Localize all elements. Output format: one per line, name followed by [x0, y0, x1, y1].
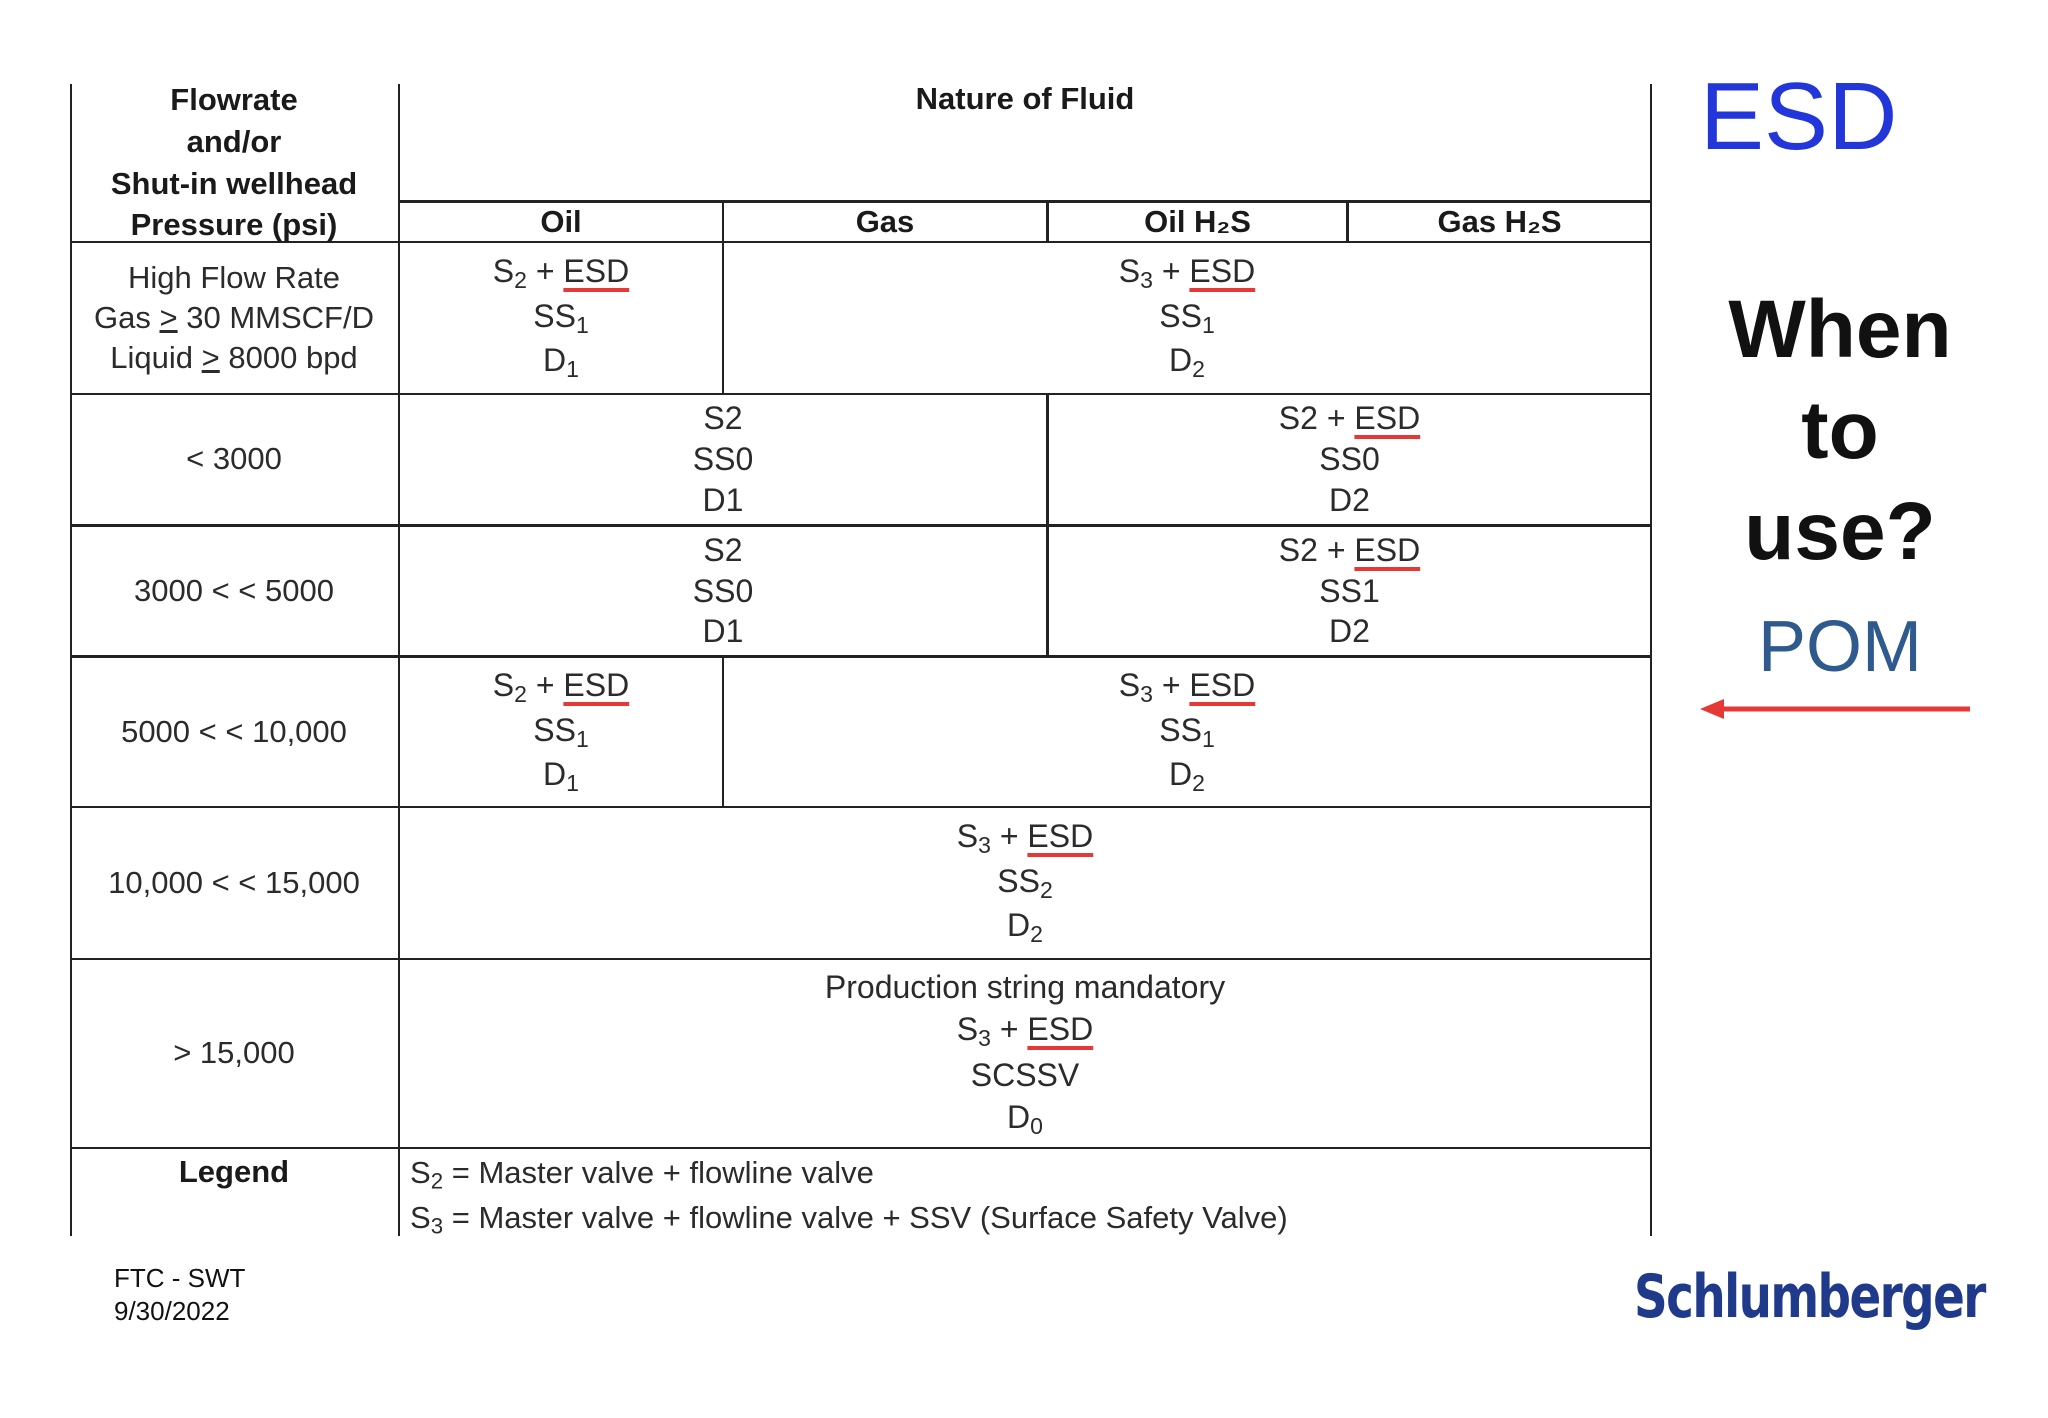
legend-label: Legend	[178, 1153, 290, 1189]
valve-requirements-table	[70, 80, 1654, 1239]
row-label-lt-3000: < 3000	[186, 441, 282, 477]
legend-line-s2: $S_2$ = Master valve + flowline valve	[410, 1155, 874, 1194]
question-line: use?	[1744, 485, 1936, 577]
question-line: to	[1801, 384, 1879, 476]
row-label-5000-10000: 5000 < < 10,000	[121, 713, 347, 749]
table-right-border	[1650, 84, 1652, 1236]
cell-10000-15000-all: $S_3$ + ESD $SS_2$ $D_2$	[956, 817, 1094, 948]
row-label-header-line: Shut-in wellhead	[110, 165, 358, 201]
row-label-3000-5000: 3000 < < 5000	[134, 572, 334, 608]
slide-title-esd: ESD	[1700, 63, 1898, 170]
footer-info	[114, 1262, 245, 1327]
row6-bottom-line	[70, 1147, 1652, 1149]
row-label-header-line: Pressure (psi)	[130, 207, 338, 243]
col-header-gas-h2s: Gas H₂S	[1437, 203, 1562, 239]
footer-date: 9/30/2022	[114, 1295, 230, 1326]
row-label-high-flow: High Flow Rate Gas > 30 MMSCF/D Liquid > 8000 bpd	[94, 259, 374, 376]
cell-high-flow-oil: $S_2$ + ESD $SS_1$ $D_1$	[492, 252, 630, 383]
cell-gt-15000-all: Production string mandatory $S_3$ + ESD SCSSV $D_0$	[824, 969, 1226, 1139]
cell-lt-3000-h2s: S2 + ESD SS0 D2	[1278, 400, 1421, 518]
row-label-header	[70, 81, 398, 243]
cell-3000-5000-oil-gas: S2 SS0 D1	[692, 531, 754, 650]
cell-lt-3000-oil-gas: S2 SS0 D1	[692, 400, 754, 518]
legend-line-s3: $S_3$ = Master valve + flowline valve + SSV (Surface Safety Valve)	[410, 1199, 1288, 1239]
left-arrow-icon	[1700, 694, 1972, 724]
cell-3000-5000-h2s: S2 + ESD SS1 D2	[1278, 531, 1421, 650]
col-header-gas: Gas	[855, 203, 915, 239]
when-to-use-question	[1700, 280, 1980, 583]
cell-5000-10000-others: $S_3$ + ESD $SS_1$ $D_2$	[1118, 666, 1256, 797]
row-label-header-line: Flowrate	[170, 81, 298, 117]
footer-org: FTC - SWT	[114, 1263, 246, 1293]
col-header-oil-h2s: Oil H₂S	[1144, 203, 1251, 239]
schlumberger-logo: Schlumberger	[1634, 1262, 1985, 1332]
question-line: When	[1728, 284, 1952, 375]
row-label-gt-15000: > 15,000	[173, 1035, 295, 1071]
col-header-oil: Oil	[540, 203, 582, 239]
fluid-group-header: Nature of Fluid	[915, 80, 1135, 116]
cell-5000-10000-oil: $S_2$ + ESD $SS_1$ $D_1$	[492, 666, 630, 797]
pom-label: POM	[1757, 607, 1922, 687]
cell-high-flow-others: $S_3$ + ESD $SS_1$ $D_2$	[1118, 252, 1256, 383]
row-label-header-line: and/or	[186, 123, 282, 159]
row-label-10000-15000: 10,000 < < 15,000	[108, 864, 360, 900]
legend-text	[410, 1152, 1288, 1241]
